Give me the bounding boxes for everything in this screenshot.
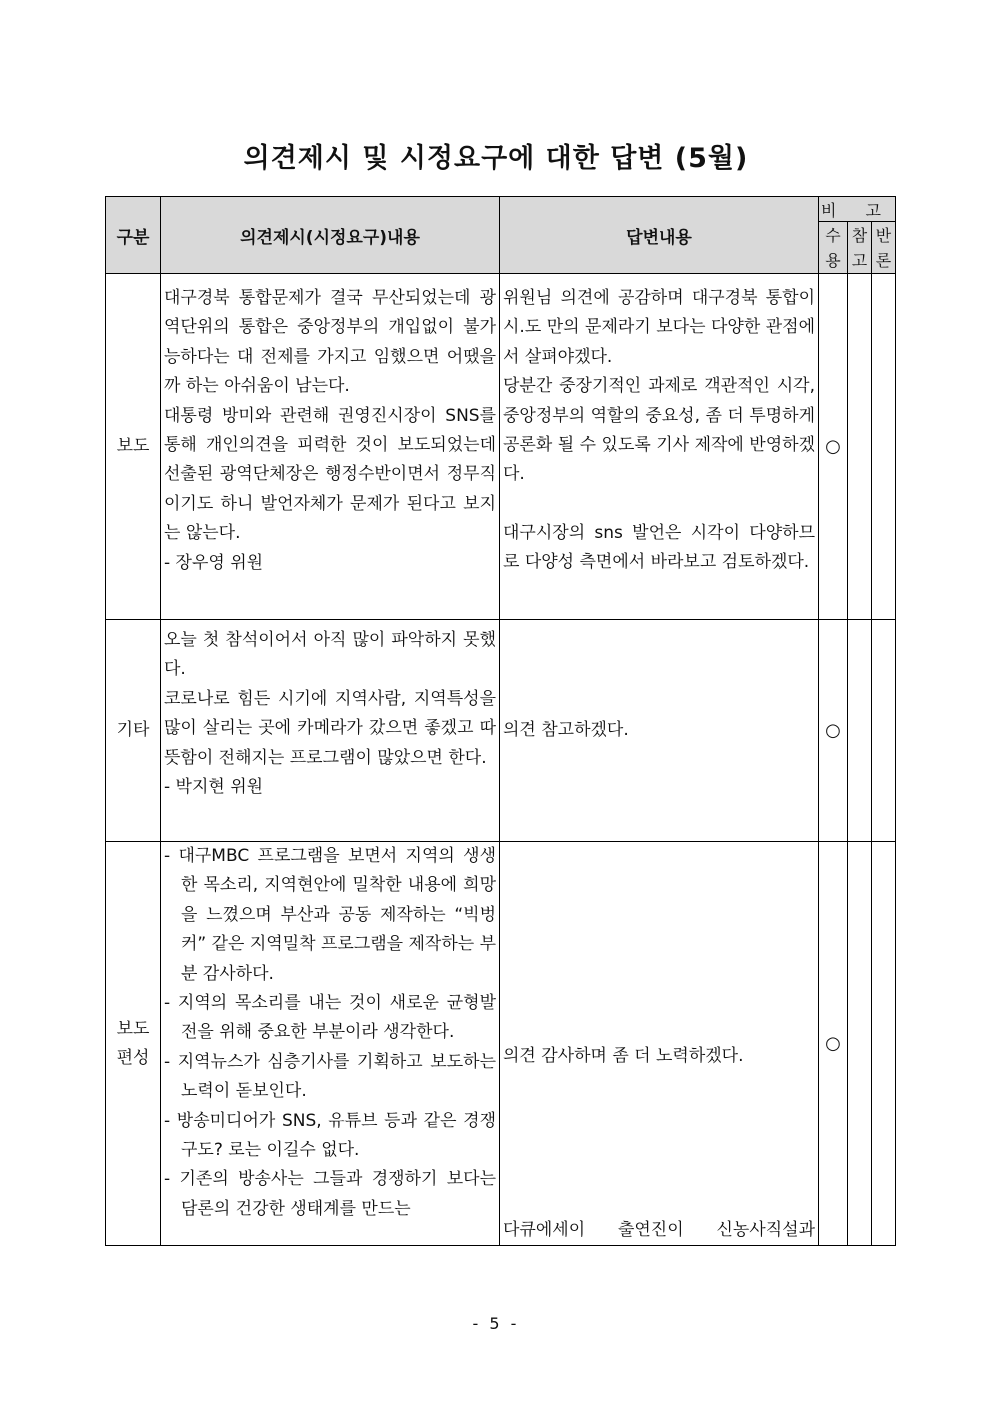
answer-paragraph: 의견 감사하며 좀 더 노력하겠다. (503, 1046, 744, 1066)
header-opinion: 의견제시(시정요구)내용 (161, 197, 500, 274)
opinion-author: - 장우영 위원 (164, 552, 264, 573)
opinion-bullet: - 기존의 방송사는 그들과 경쟁하기 보다는 담론의 건강한 생태계를 만드는 (164, 1169, 496, 1219)
answer-tail: 다큐에세이 출연진이 신농사직설과 (503, 1219, 815, 1240)
header-accept: 수용 (819, 222, 848, 274)
row-opinion (161, 842, 500, 1246)
answer-table (105, 196, 896, 1246)
row-opinion (161, 274, 500, 620)
row-category: 기타 (106, 620, 161, 842)
row-answer (500, 620, 819, 842)
reference-mark (848, 620, 872, 842)
row-category (106, 842, 161, 1246)
rebut-mark (872, 842, 896, 1246)
header-remarks: 비 고 (819, 197, 896, 222)
page-number: - 5 - (472, 1314, 520, 1333)
table-row (106, 274, 896, 620)
table-row (106, 620, 896, 842)
opinion-bullet: - 지역뉴스가 심층기사를 기획하고 보도하는 노력이 돋보인다. (164, 1051, 496, 1102)
header-answer: 답변내용 (500, 197, 819, 274)
answer-paragraph: 의견 참고하겠다. (503, 719, 629, 740)
opinion-paragraph: 오늘 첫 참석이어서 아직 많이 파악하지 못했다. (164, 630, 496, 680)
opinion-bullet: - 지역의 목소리를 내는 것이 새로운 균형발전을 위해 중요한 부분이라 생각한다. (164, 993, 496, 1043)
opinion-paragraph: 코로나로 힘든 시기에 지역사람, 지역특성을 많이 살리는 곳에 카메라가 갔으면 좋겠고 따뜻함이 전해지는 프로그램이 많았으면 한다. (164, 688, 496, 768)
accept-mark: ○ (819, 274, 848, 620)
rebut-mark (872, 620, 896, 842)
header-reference: 참고 (848, 222, 872, 274)
opinion-bullet: - 방송미디어가 SNS, 유튜브 등과 같은 경쟁구도? 로는 이길수 없다. (164, 1110, 496, 1161)
answer-paragraph: 위원님 의견에 공감하며 대구경북 통합이 시.도 만의 문제라기 보다는 다양한 관점에서 살펴야겠다. (503, 288, 815, 367)
reference-mark (848, 274, 872, 620)
row-opinion (161, 620, 500, 842)
accept-mark: ○ (819, 842, 848, 1246)
opinion-paragraph: 대구경북 통합문제가 결국 무산되었는데 광역단위의 통합은 중앙정부의 개입없이 불가능하다는 대 전제를 가지고 임했으면 어땠을까 하는 아쉬움이 남는다. (164, 288, 496, 397)
page-title: 의견제시 및 시정요구에 대한 답변 (5월) (243, 143, 749, 174)
header-category: 구분 (106, 197, 161, 274)
opinion-paragraph: 대통령 방미와 관련해 권영진시장이 SNS를 통해 개인의견을 피력한 것이 보도되었는데 선출된 광역단체장은 행정수반이면서 정무직이기도 하니 발언자체가 문제가 된다고 보지는 않는다. (164, 405, 496, 544)
answer-paragraph: 대구시장의 sns 발언은 시각이 다양하므로 다양성 측면에서 바라보고 검토하겠다. (503, 522, 815, 573)
answer-spacer (503, 490, 815, 519)
row-category-text: 보도 편성 (116, 1018, 150, 1068)
header-row-1 (106, 197, 896, 222)
opinion-bullet: - 대구MBC 프로그램을 보면서 지역의 생생한 목소리, 지역현안에 밀착한 내용에 희망을 느꼈으며 부산과 공동 제작하는 “빅벙커” 같은 지역밀착 프로그램을 제작하는 부분 감사하다. (164, 846, 496, 984)
accept-mark: ○ (819, 620, 848, 842)
row-answer (500, 842, 819, 1246)
row-category: 보도 (106, 274, 161, 620)
reference-mark (848, 842, 872, 1246)
table-row (106, 842, 896, 1246)
opinion-author: - 박지현 위원 (164, 777, 264, 798)
rebut-mark (872, 274, 896, 620)
header-rebut: 반론 (872, 222, 896, 274)
answer-paragraph: 당분간 중장기적인 과제로 객관적인 시각, 중앙정부의 역할의 중요성, 좀 더 투명하게 공론화 될 수 있도록 기사 제작에 반영하겠다. (503, 376, 815, 485)
row-answer (500, 274, 819, 620)
